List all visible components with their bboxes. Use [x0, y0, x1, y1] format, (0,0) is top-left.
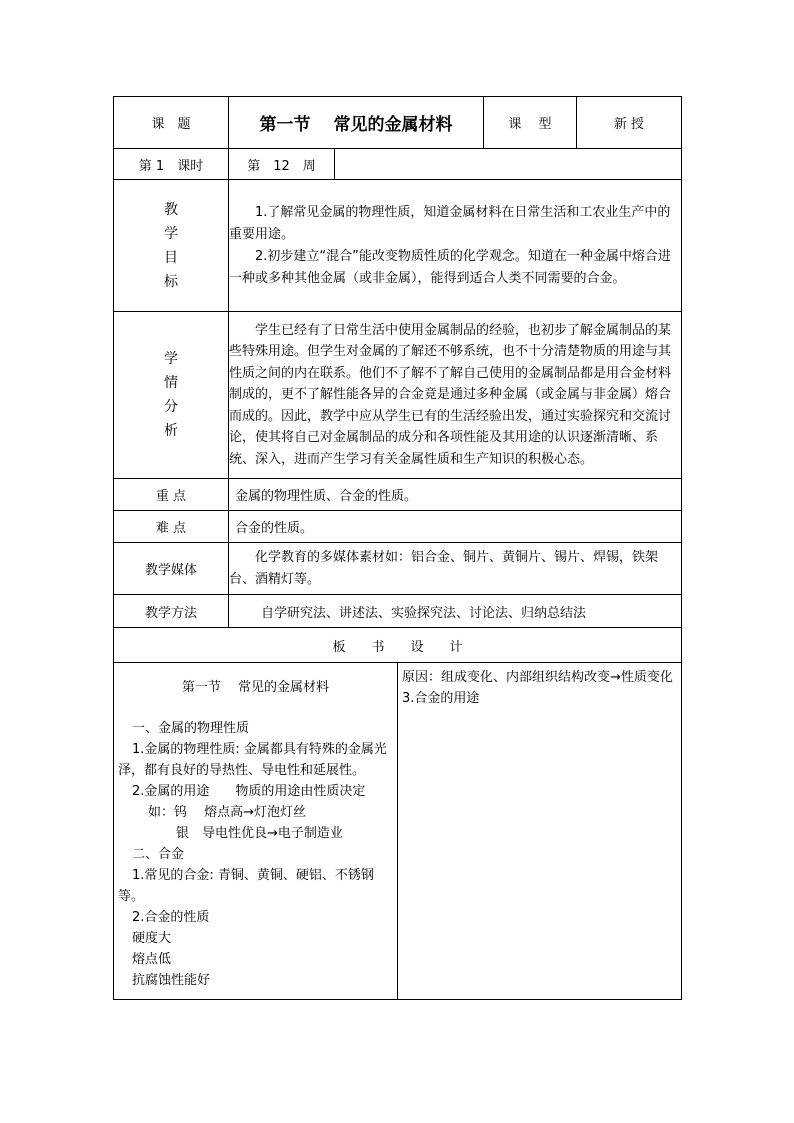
analysis-label-char: 情 — [164, 375, 178, 391]
board-item: 1.金属的物理性质: 金属都具有特殊的金属光泽，都有良好的导热性、导电性和延展性。 — [118, 742, 387, 778]
board-item: 抗腐蚀性能好 — [132, 973, 211, 988]
board-header-row — [114, 628, 682, 663]
difficulty-label: 难 点 — [114, 511, 229, 543]
analysis-label-char: 学 — [164, 351, 178, 367]
board-header: 板 书 设 计 — [114, 628, 682, 663]
board-item: 硬度大 — [132, 931, 172, 946]
objectives-label-char: 标 — [164, 273, 178, 290]
analysis-label-char: 分 — [164, 399, 178, 415]
analysis-label — [114, 312, 229, 479]
board-left — [114, 663, 398, 1000]
board-right — [398, 663, 682, 1000]
method-label: 教学方法 — [114, 595, 229, 628]
analysis-content: 学生已经有了日常生活中使用金属制品的经验，也初步了解金属制品的某些特殊用途。但学生对金属的了解还不够系统，也不十分清楚物质的用途与其性质之间的内在联系。他们不了解不了解自己使用的金属制品都是用合金材料制成的，更不了解性能各异的合金竟是通过多种金属（或金属与非金属）熔合而成的。因此，教学中应从学生已有的生活经验出发，通过实验探究和交流讨论，使其将自己对金属制品的成分和各项性能及其用途的认识逐渐清晰、系统、深入，进而产生学习有关金属性质和生产知识的积极心态。 — [229, 312, 682, 479]
objectives-label-char: 学 — [164, 225, 178, 242]
board-title: 第一节 常见的金属材料 — [181, 680, 330, 695]
media-content: 化学教育的多媒体素材如：铝合金、铜片、黄铜片、锡片、焊锡，铁架台、酒精灯等。 — [229, 543, 682, 595]
key-point-label: 重 点 — [114, 479, 229, 511]
week-cell: 第 12 周 — [229, 149, 335, 180]
period-blank — [335, 149, 682, 180]
media-row — [114, 543, 682, 595]
board-item: 1.常见的合金: 青铜、黄铜、硬铝、不锈钢等。 — [118, 868, 374, 904]
difficulty-content: 合金的性质。 — [229, 511, 682, 543]
objectives-label — [114, 180, 229, 312]
board-item: 如：钨 熔点高→灯泡灯丝 — [148, 805, 307, 820]
objectives-content — [229, 180, 682, 312]
key-point-row — [114, 479, 682, 511]
board-item: 熔点低 — [132, 952, 172, 967]
media-label: 教学媒体 — [114, 543, 229, 595]
board-right-cause: 原因：组成变化、内部组织结构改变→性质变化 — [402, 670, 673, 685]
method-row — [114, 595, 682, 628]
key-point-content: 金属的物理性质、合金的性质。 — [229, 479, 682, 511]
objective-item: 2.初步建立“混合”能改变物质性质的化学观念。知道在一种金属中熔合进一种或多种其他金属（或非金属），能得到适合人类不同需要的合金。 — [229, 248, 671, 286]
board-section-1: 一、金属的物理性质 — [132, 721, 250, 736]
objective-item: 1.了解常见金属的物理性质，知道金属材料在日常生活和工农业生产中的重要用途。 — [229, 204, 671, 242]
period-row — [114, 149, 682, 180]
board-right-use: 3.合金的用途 — [402, 691, 480, 706]
objectives-label-char: 目 — [164, 249, 178, 266]
lesson-plan-table — [113, 96, 682, 1000]
board-section-2: 二、合金 — [132, 847, 185, 862]
topic-label: 课 题 — [114, 97, 229, 149]
board-row — [114, 663, 682, 1000]
analysis-row — [114, 312, 682, 479]
objectives-label-char: 教 — [164, 201, 178, 218]
analysis-label-char: 析 — [164, 423, 178, 439]
method-content: 自学研究法、讲述法、实验探究法、讨论法、归纳总结法 — [229, 595, 682, 628]
header-row — [114, 97, 682, 149]
objectives-row — [114, 180, 682, 312]
lesson-title: 第一节 常见的金属材料 — [229, 97, 484, 149]
board-item: 银 导电性优良→电子制造业 — [176, 826, 343, 841]
period-cell: 第 1 课时 — [114, 149, 229, 180]
board-item: 2.金属的用途 物质的用途由性质决定 — [132, 784, 366, 799]
board-item: 2.合金的性质 — [132, 910, 210, 925]
type-value: 新 授 — [577, 97, 682, 149]
type-label: 课 型 — [484, 97, 577, 149]
difficulty-row — [114, 511, 682, 543]
